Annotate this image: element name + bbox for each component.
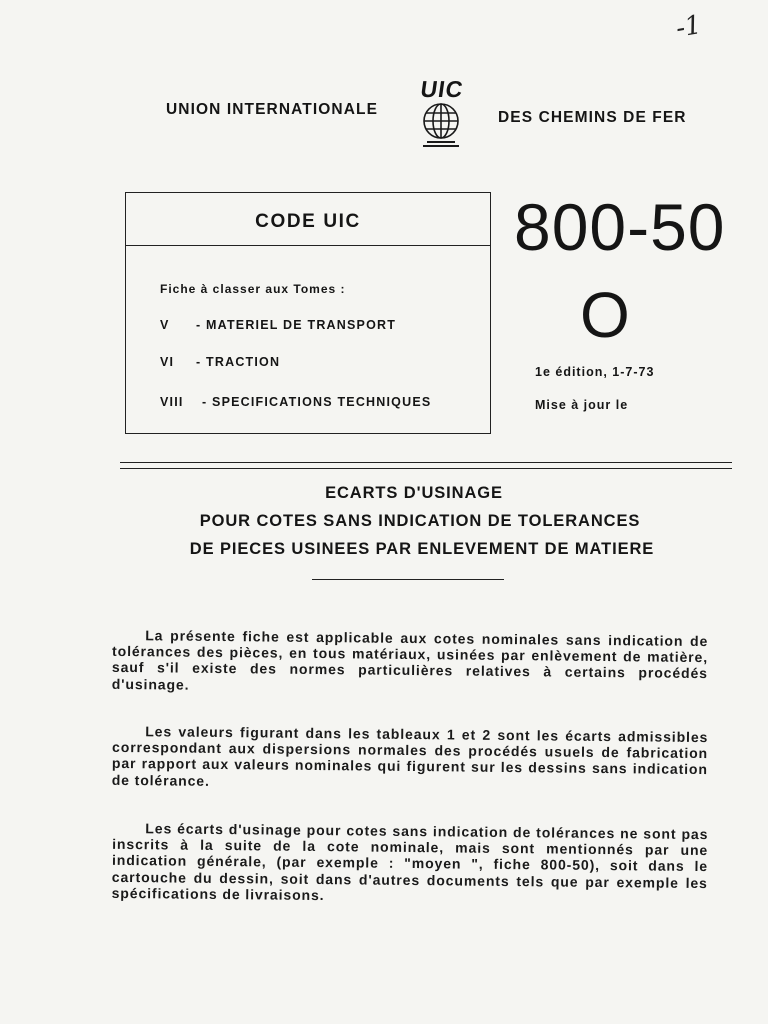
code-uic-box	[125, 192, 491, 434]
code-number: 800-50	[514, 190, 726, 264]
volumes-intro: Fiche à classer aux Tomes :	[160, 282, 346, 296]
document-title-line-1: ECARTS D'USINAGE	[325, 484, 503, 502]
title-underline	[312, 579, 504, 580]
globe-icon	[407, 76, 477, 150]
corner-handwritten-mark: -1	[673, 10, 704, 44]
volume-label: - SPECIFICATIONS TECHNIQUES	[202, 395, 432, 409]
uic-logo-text: UIC	[418, 76, 466, 102]
volume-item	[160, 355, 280, 369]
header-organization-right: DES CHEMINS DE FER	[498, 109, 687, 126]
volume-item	[160, 318, 396, 332]
volume-item	[160, 395, 431, 409]
document-title-line-2: POUR COTES SANS INDICATION DE TOLERANCES	[199, 512, 641, 530]
body-paragraph: Les écarts d'usinage pour cotes sans indication de tolérances ne sont pas inscrits à la suite de la cote nominale, mais sont mentionnés par une indication générale, (par exemple : "moyen ", fiche 800-50), soit dans le cartouche du dessin, soit dans d'autres documents tels que par exemple les spécifications de livraisons.	[111, 820, 709, 903]
header-organization-left: UNION INTERNATIONALE	[166, 101, 379, 118]
edition-date: 1e édition, 1-7-73	[535, 365, 655, 379]
body-paragraph: Les valeurs figurant dans les tableaux 1 et 2 sont les écarts admissibles correspondant aux dispersions normales des procédés usuels de fabrication par rapport aux valeurs nominales qui figurent sur les dessins sans indication de tolérance.	[111, 723, 709, 789]
volume-label: - TRACTION	[196, 355, 281, 369]
volume-label: - MATERIEL DE TRANSPORT	[196, 318, 397, 332]
uic-logo	[407, 76, 477, 150]
code-box-divider	[126, 245, 490, 246]
code-box-title: CODE UIC	[255, 211, 361, 232]
update-date: Mise à jour le	[535, 398, 629, 412]
body-paragraph: La présente fiche est applicable aux cotes nominales sans indication de tolérances des pièces, en tous matériaux, usinées par enlèvement de matière, sauf s'il existe des normes particulières relatives à certains procédés d'usinage.	[111, 627, 709, 693]
volume-number: VIII	[160, 395, 184, 409]
document-title-line-3: DE PIECES USINEES PAR ENLEVEMENT DE MATIERE	[189, 540, 655, 558]
volume-number: V	[160, 318, 170, 332]
code-letter: O	[580, 279, 630, 351]
header-separator-rule	[120, 462, 732, 469]
volume-number: VI	[160, 355, 175, 369]
